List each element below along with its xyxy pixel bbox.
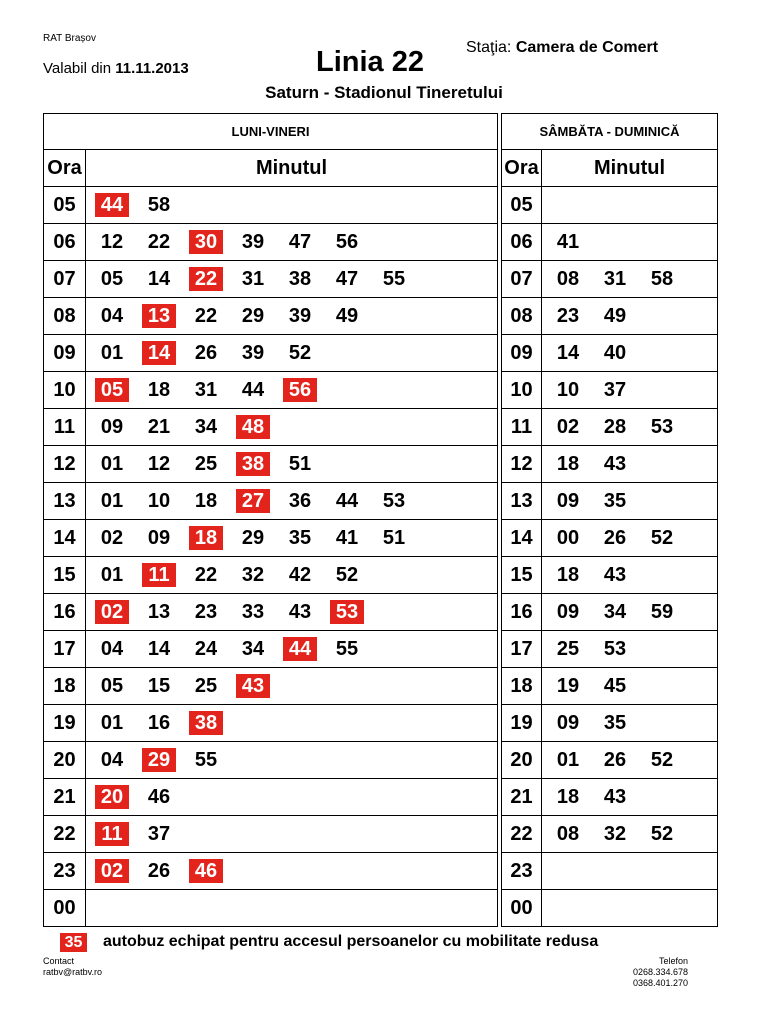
accessible-departure-minute: 46 xyxy=(189,859,223,883)
weekday-minutes-cell xyxy=(86,520,498,557)
departure-minute: 44 xyxy=(241,379,265,401)
departure-minute: 01 xyxy=(100,453,124,475)
departure-minute: 26 xyxy=(603,527,627,549)
weekend-minutes-cell xyxy=(542,409,718,446)
weekday-hour-cell: 06 xyxy=(44,224,86,261)
departure-minute: 18 xyxy=(556,786,580,808)
departure-minute: 25 xyxy=(194,675,218,697)
accessible-departure-minute: 13 xyxy=(142,304,176,328)
departure-minute: 02 xyxy=(100,527,124,549)
departure-minute: 23 xyxy=(194,601,218,623)
departure-minute: 25 xyxy=(556,638,580,660)
weekend-minutes-cell xyxy=(542,483,718,520)
accessible-departure-minute: 18 xyxy=(189,526,223,550)
departure-minute: 02 xyxy=(556,416,580,438)
accessible-departure-minute: 43 xyxy=(236,674,270,698)
departure-minute: 35 xyxy=(288,527,312,549)
departure-minute: 39 xyxy=(241,342,265,364)
weekday-hour-cell: 10 xyxy=(44,372,86,409)
weekend-heading: SÂMBĂTA - DUMINICĂ xyxy=(502,114,718,150)
departure-minute: 09 xyxy=(556,601,580,623)
weekday-minutes-cell xyxy=(86,335,498,372)
departure-minute: 21 xyxy=(147,416,171,438)
weekend-hour-cell: 08 xyxy=(502,298,542,335)
weekday-minutes-cell xyxy=(86,890,498,927)
departure-minute: 00 xyxy=(556,527,580,549)
weekend-hour-cell: 22 xyxy=(502,816,542,853)
weekday-minutes-cell xyxy=(86,224,498,261)
hour-row xyxy=(44,335,718,372)
departure-minute: 09 xyxy=(556,712,580,734)
hour-row xyxy=(44,483,718,520)
departure-minute: 47 xyxy=(288,231,312,253)
weekday-heading: LUNI-VINERI xyxy=(44,114,498,150)
weekend-hour-cell: 16 xyxy=(502,594,542,631)
hour-row xyxy=(44,816,718,853)
departure-minute: 52 xyxy=(650,527,674,549)
departure-minute: 43 xyxy=(288,601,312,623)
phone-label: Telefon xyxy=(658,956,688,966)
departure-minute: 05 xyxy=(100,675,124,697)
weekend-minutes-cell xyxy=(542,668,718,705)
weekend-hour-cell: 15 xyxy=(502,557,542,594)
weekday-minutes-cell xyxy=(86,705,498,742)
departure-minute: 38 xyxy=(288,268,312,290)
departure-minute: 53 xyxy=(603,638,627,660)
departure-minute: 19 xyxy=(556,675,580,697)
hour-row xyxy=(44,668,718,705)
weekday-hour-cell: 23 xyxy=(44,853,86,890)
weekend-minutes-cell xyxy=(542,520,718,557)
departure-minute: 31 xyxy=(194,379,218,401)
accessible-departure-minute: 29 xyxy=(142,748,176,772)
accessible-departure-minute: 27 xyxy=(236,489,270,513)
departure-minute: 58 xyxy=(147,194,171,216)
weekend-hour-cell: 05 xyxy=(502,187,542,224)
accessible-departure-minute: 22 xyxy=(189,267,223,291)
departure-minute: 28 xyxy=(603,416,627,438)
departure-minute: 55 xyxy=(194,749,218,771)
hour-row xyxy=(44,446,718,483)
hour-row xyxy=(44,298,718,335)
accessible-departure-minute: 56 xyxy=(283,378,317,402)
phone-number-2: 0368.401.270 xyxy=(632,978,688,988)
departure-minute: 36 xyxy=(288,490,312,512)
weekend-minutes-cell xyxy=(542,261,718,298)
departure-minute: 59 xyxy=(650,601,674,623)
accessible-departure-minute: 02 xyxy=(95,600,129,624)
departure-minute: 49 xyxy=(603,305,627,327)
departure-minute: 12 xyxy=(147,453,171,475)
departure-minute: 40 xyxy=(603,342,627,364)
weekday-minutes-cell xyxy=(86,187,498,224)
accessible-departure-minute: 53 xyxy=(330,600,364,624)
hour-row xyxy=(44,372,718,409)
departure-minute: 22 xyxy=(194,305,218,327)
weekday-hour-cell: 00 xyxy=(44,890,86,927)
weekend-minutes-cell xyxy=(542,187,718,224)
hour-row xyxy=(44,705,718,742)
weekend-hour-cell: 09 xyxy=(502,335,542,372)
weekend-hour-cell: 06 xyxy=(502,224,542,261)
accessible-departure-minute: 05 xyxy=(95,378,129,402)
weekday-minute-header: Minutul xyxy=(86,150,498,187)
hour-row xyxy=(44,631,718,668)
departure-minute: 05 xyxy=(100,268,124,290)
company-name: RAT Brașov xyxy=(43,33,96,44)
station-line xyxy=(466,39,658,57)
hour-row xyxy=(44,853,718,890)
weekday-hour-cell: 11 xyxy=(44,409,86,446)
departure-minute: 42 xyxy=(288,564,312,586)
departure-minute: 33 xyxy=(241,601,265,623)
accessible-departure-minute: 48 xyxy=(236,415,270,439)
weekend-minutes-cell xyxy=(542,557,718,594)
hour-row xyxy=(44,557,718,594)
weekend-hour-cell: 11 xyxy=(502,409,542,446)
station-name: Camera de Comert xyxy=(515,39,659,56)
accessible-departure-minute: 14 xyxy=(142,341,176,365)
accessible-departure-minute: 38 xyxy=(236,452,270,476)
departure-minute: 52 xyxy=(650,823,674,845)
contact-email: ratbv@ratbv.ro xyxy=(43,967,102,977)
departure-minute: 52 xyxy=(335,564,359,586)
weekday-minutes-cell xyxy=(86,409,498,446)
departure-minute: 01 xyxy=(100,342,124,364)
weekday-minutes-cell xyxy=(86,853,498,890)
departure-minute: 18 xyxy=(556,564,580,586)
departure-minute: 24 xyxy=(194,638,218,660)
weekend-minutes-cell xyxy=(542,446,718,483)
weekend-hour-cell: 14 xyxy=(502,520,542,557)
departure-minute: 25 xyxy=(194,453,218,475)
weekday-minutes-cell xyxy=(86,446,498,483)
weekend-hour-cell: 13 xyxy=(502,483,542,520)
weekend-hour-cell: 19 xyxy=(502,705,542,742)
weekend-minutes-cell xyxy=(542,594,718,631)
departure-minute: 18 xyxy=(194,490,218,512)
weekday-hour-cell: 22 xyxy=(44,816,86,853)
weekday-hour-cell: 14 xyxy=(44,520,86,557)
departure-minute: 58 xyxy=(650,268,674,290)
weekday-hour-cell: 21 xyxy=(44,779,86,816)
departure-minute: 01 xyxy=(100,490,124,512)
weekend-hour-cell: 00 xyxy=(502,890,542,927)
departure-minute: 41 xyxy=(556,231,580,253)
phone-number-1: 0268.334.678 xyxy=(632,967,688,977)
station-label: Staţia: xyxy=(466,39,512,56)
departure-minute: 31 xyxy=(241,268,265,290)
departure-minute: 12 xyxy=(100,231,124,253)
departure-minute: 29 xyxy=(241,527,265,549)
validity-line xyxy=(43,60,189,77)
departure-minute: 45 xyxy=(603,675,627,697)
departure-minute: 49 xyxy=(335,305,359,327)
departure-minute: 55 xyxy=(335,638,359,660)
departure-minute: 52 xyxy=(288,342,312,364)
weekday-minutes-cell xyxy=(86,261,498,298)
weekend-hour-cell: 17 xyxy=(502,631,542,668)
hour-row xyxy=(44,779,718,816)
weekday-minutes-cell xyxy=(86,816,498,853)
departure-minute: 55 xyxy=(382,268,406,290)
weekday-hour-cell: 07 xyxy=(44,261,86,298)
weekend-hour-cell: 18 xyxy=(502,668,542,705)
weekday-minutes-cell xyxy=(86,742,498,779)
contact-label: Contact xyxy=(43,956,75,966)
weekday-minutes-cell xyxy=(86,298,498,335)
departure-minute: 47 xyxy=(335,268,359,290)
weekday-hour-cell: 15 xyxy=(44,557,86,594)
departure-minute: 46 xyxy=(147,786,171,808)
hour-row xyxy=(44,594,718,631)
departure-minute: 37 xyxy=(147,823,171,845)
weekday-hour-cell: 05 xyxy=(44,187,86,224)
departure-minute: 32 xyxy=(241,564,265,586)
weekend-minutes-cell xyxy=(542,816,718,853)
accessible-departure-minute: 02 xyxy=(95,859,129,883)
accessible-departure-minute: 20 xyxy=(95,785,129,809)
weekday-hour-cell: 20 xyxy=(44,742,86,779)
hour-row xyxy=(44,742,718,779)
hour-row xyxy=(44,890,718,927)
departure-minute: 26 xyxy=(147,860,171,882)
departure-minute: 04 xyxy=(100,638,124,660)
weekend-hour-cell: 23 xyxy=(502,853,542,890)
valid-label: Valabil din xyxy=(43,60,112,77)
weekday-hour-cell: 09 xyxy=(44,335,86,372)
weekday-hour-header: Ora xyxy=(44,150,86,187)
departure-minute: 26 xyxy=(603,749,627,771)
departure-minute: 08 xyxy=(556,823,580,845)
weekend-minutes-cell xyxy=(542,890,718,927)
departure-minute: 16 xyxy=(147,712,171,734)
weekend-hour-cell: 07 xyxy=(502,261,542,298)
departure-minute: 35 xyxy=(603,712,627,734)
weekend-minutes-cell xyxy=(542,742,718,779)
departure-minute: 34 xyxy=(603,601,627,623)
weekday-hour-cell: 08 xyxy=(44,298,86,335)
weekend-hour-cell: 20 xyxy=(502,742,542,779)
hour-row xyxy=(44,520,718,557)
weekday-minutes-cell xyxy=(86,372,498,409)
departure-minute: 43 xyxy=(603,453,627,475)
weekend-hour-cell: 10 xyxy=(502,372,542,409)
hour-row xyxy=(44,224,718,261)
departure-minute: 23 xyxy=(556,305,580,327)
departure-minute: 31 xyxy=(603,268,627,290)
accessible-departure-minute: 44 xyxy=(95,193,129,217)
accessible-departure-minute: 11 xyxy=(142,563,176,587)
weekend-minutes-cell xyxy=(542,853,718,890)
valid-date: 11.11.2013 xyxy=(115,60,189,77)
departure-minute: 18 xyxy=(147,379,171,401)
departure-minute: 44 xyxy=(335,490,359,512)
weekday-minutes-cell xyxy=(86,668,498,705)
departure-minute: 04 xyxy=(100,305,124,327)
weekday-minutes-cell xyxy=(86,594,498,631)
weekend-minutes-cell xyxy=(542,705,718,742)
departure-minute: 52 xyxy=(650,749,674,771)
hour-row xyxy=(44,187,718,224)
departure-minute: 26 xyxy=(194,342,218,364)
contact-block xyxy=(43,956,102,978)
hour-row xyxy=(44,261,718,298)
weekend-hour-cell: 21 xyxy=(502,779,542,816)
departure-minute: 51 xyxy=(288,453,312,475)
line-title: Linia 22 xyxy=(316,46,424,78)
departure-minute: 22 xyxy=(194,564,218,586)
departure-minute: 43 xyxy=(603,564,627,586)
weekday-minutes-cell xyxy=(86,631,498,668)
accessible-departure-minute: 11 xyxy=(95,822,129,846)
departure-minute: 04 xyxy=(100,749,124,771)
departure-minute: 53 xyxy=(382,490,406,512)
departure-minute: 01 xyxy=(100,564,124,586)
weekend-minutes-cell xyxy=(542,298,718,335)
departure-minute: 09 xyxy=(147,527,171,549)
timetable xyxy=(43,113,718,927)
departure-minute: 29 xyxy=(241,305,265,327)
weekday-hour-cell: 18 xyxy=(44,668,86,705)
departure-minute: 13 xyxy=(147,601,171,623)
accessible-departure-minute: 44 xyxy=(283,637,317,661)
weekend-minutes-cell xyxy=(542,224,718,261)
departure-minute: 35 xyxy=(603,490,627,512)
departure-minute: 14 xyxy=(556,342,580,364)
weekday-hour-cell: 12 xyxy=(44,446,86,483)
weekday-minutes-cell xyxy=(86,557,498,594)
departure-minute: 15 xyxy=(147,675,171,697)
departure-minute: 09 xyxy=(100,416,124,438)
departure-minute: 22 xyxy=(147,231,171,253)
departure-minute: 56 xyxy=(335,231,359,253)
route-name: Saturn - Stadionul Tineretului xyxy=(265,83,503,102)
departure-minute: 01 xyxy=(100,712,124,734)
departure-minute: 14 xyxy=(147,638,171,660)
departure-minute: 08 xyxy=(556,268,580,290)
departure-minute: 09 xyxy=(556,490,580,512)
departure-minute: 39 xyxy=(288,305,312,327)
departure-minute: 10 xyxy=(147,490,171,512)
departure-minute: 39 xyxy=(241,231,265,253)
weekend-minutes-cell xyxy=(542,631,718,668)
weekend-minutes-cell xyxy=(542,779,718,816)
accessible-badge-sample: 35 xyxy=(60,933,87,952)
weekday-minutes-cell xyxy=(86,779,498,816)
departure-minute: 53 xyxy=(650,416,674,438)
departure-minute: 18 xyxy=(556,453,580,475)
weekend-minute-header: Minutul xyxy=(542,150,718,187)
departure-minute: 37 xyxy=(603,379,627,401)
departure-minute: 41 xyxy=(335,527,359,549)
departure-minute: 01 xyxy=(556,749,580,771)
departure-minute: 14 xyxy=(147,268,171,290)
departure-minute: 32 xyxy=(603,823,627,845)
departure-minute: 34 xyxy=(194,416,218,438)
weekend-hour-cell: 12 xyxy=(502,446,542,483)
weekday-hour-cell: 13 xyxy=(44,483,86,520)
weekday-hour-cell: 19 xyxy=(44,705,86,742)
departure-minute: 51 xyxy=(382,527,406,549)
weekday-minutes-cell xyxy=(86,483,498,520)
hour-row xyxy=(44,409,718,446)
weekend-hour-header: Ora xyxy=(502,150,542,187)
weekday-hour-cell: 17 xyxy=(44,631,86,668)
weekend-minutes-cell xyxy=(542,335,718,372)
departure-minute: 10 xyxy=(556,379,580,401)
weekend-minutes-cell xyxy=(542,372,718,409)
departure-minute: 34 xyxy=(241,638,265,660)
accessible-departure-minute: 38 xyxy=(189,711,223,735)
phone-block xyxy=(600,956,688,989)
accessible-departure-minute: 30 xyxy=(189,230,223,254)
weekday-hour-cell: 16 xyxy=(44,594,86,631)
departure-minute: 43 xyxy=(603,786,627,808)
legend-text: autobuz echipat pentru accesul persoanelor cu mobilitate redusa xyxy=(103,933,599,950)
